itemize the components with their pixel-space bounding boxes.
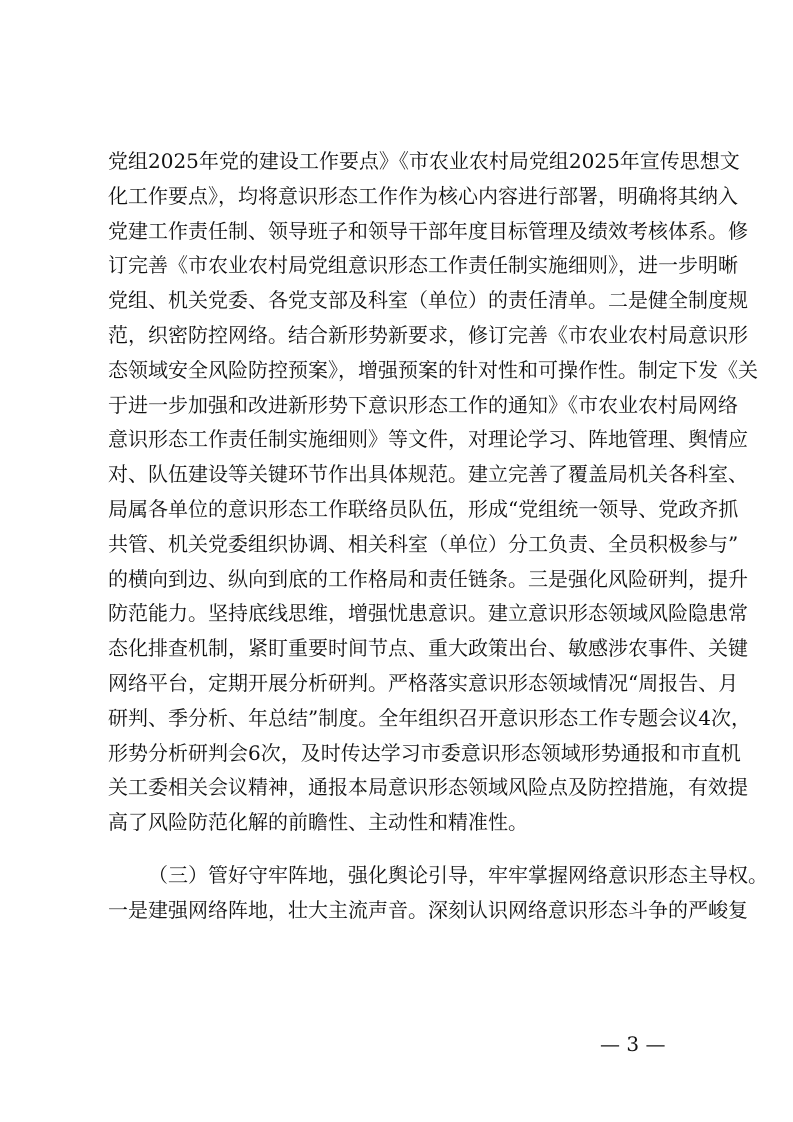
body-line: 党建工作责任制、领导班子和领导干部年度目标管理及绩效考核体系。修 — [108, 218, 748, 243]
body-line: 党组、机关党委、各党支部及科室（单位）的责任清单。二是健全制度规 — [108, 288, 748, 313]
body-line: 高了风险防范化解的前瞻性、主动性和精准性。 — [108, 810, 528, 835]
page-number: — 3 — — [600, 1032, 666, 1056]
section-heading: （三）管好守牢阵地，强化舆论引导，牢牢掌握网络意识形态主导权。 — [148, 863, 768, 887]
body-line: 化工作要点》，均将意识形态工作作为核心内容进行部署，明确将其纳入 — [108, 183, 738, 208]
body-line: 意识形态工作责任制实施细则》等文件，对理论学习、阵地管理、舆情应 — [108, 427, 748, 452]
body-line: 关工委相关会议精神，通报本局意识形态领域风险点及防控措施，有效提 — [108, 775, 748, 800]
body-line: 防范能力。坚持底线思维，增强忧患意识。建立意识形态领域风险隐患常 — [108, 601, 748, 626]
body-line: 态化排查机制，紧盯重要时间节点、重大政策出台、敏感涉农事件、关键 — [108, 636, 748, 661]
body-line: 共管、机关党委组织协调、相关科室（单位）分工负责、全员积极参与” — [108, 531, 739, 556]
body-line: 对、队伍建设等关键环节作出具体规范。建立完善了覆盖局机关各科室、 — [108, 462, 748, 487]
body-line: 于进一步加强和改进新形势下意识形态工作的通知》《市农业农村局网络 — [108, 392, 738, 417]
body-line: 局属各单位的意识形态工作联络员队伍，形成“党组统一领导、党政齐抓 — [108, 497, 739, 521]
body-line: 研判、季分析、年总结”制度。全年组织召开意识形态工作专题会议4次， — [108, 705, 751, 730]
body-line: 范，织密防控网络。结合新形势新要求，修订完善《市农业农村局意识形 — [108, 323, 748, 347]
body-line: 态领域安全风险防控预案》，增强预案的针对性和可操作性。制定下发《关 — [108, 357, 758, 382]
body-line: 党组2025年党的建设工作要点》《市农业农村局党组2025年宣传思想文 — [108, 149, 740, 173]
body-line: 形势分析研判会6次，及时传达学习市委意识形态领域形势通报和市直机 — [108, 740, 741, 765]
body-line: 的横向到边、纵向到底的工作格局和责任链条。三是强化风险研判，提升 — [108, 566, 748, 591]
body-line: 订完善《市农业农村局党组意识形态工作责任制实施细则》，进一步明晰 — [108, 253, 738, 278]
body-line: 一是建强网络阵地，壮大主流声音。深刻认识网络意识形态斗争的严峻复 — [108, 897, 748, 922]
body-line: 网络平台，定期开展分析研判。严格落实意识形态领域情况“周报告、月 — [108, 671, 739, 695]
